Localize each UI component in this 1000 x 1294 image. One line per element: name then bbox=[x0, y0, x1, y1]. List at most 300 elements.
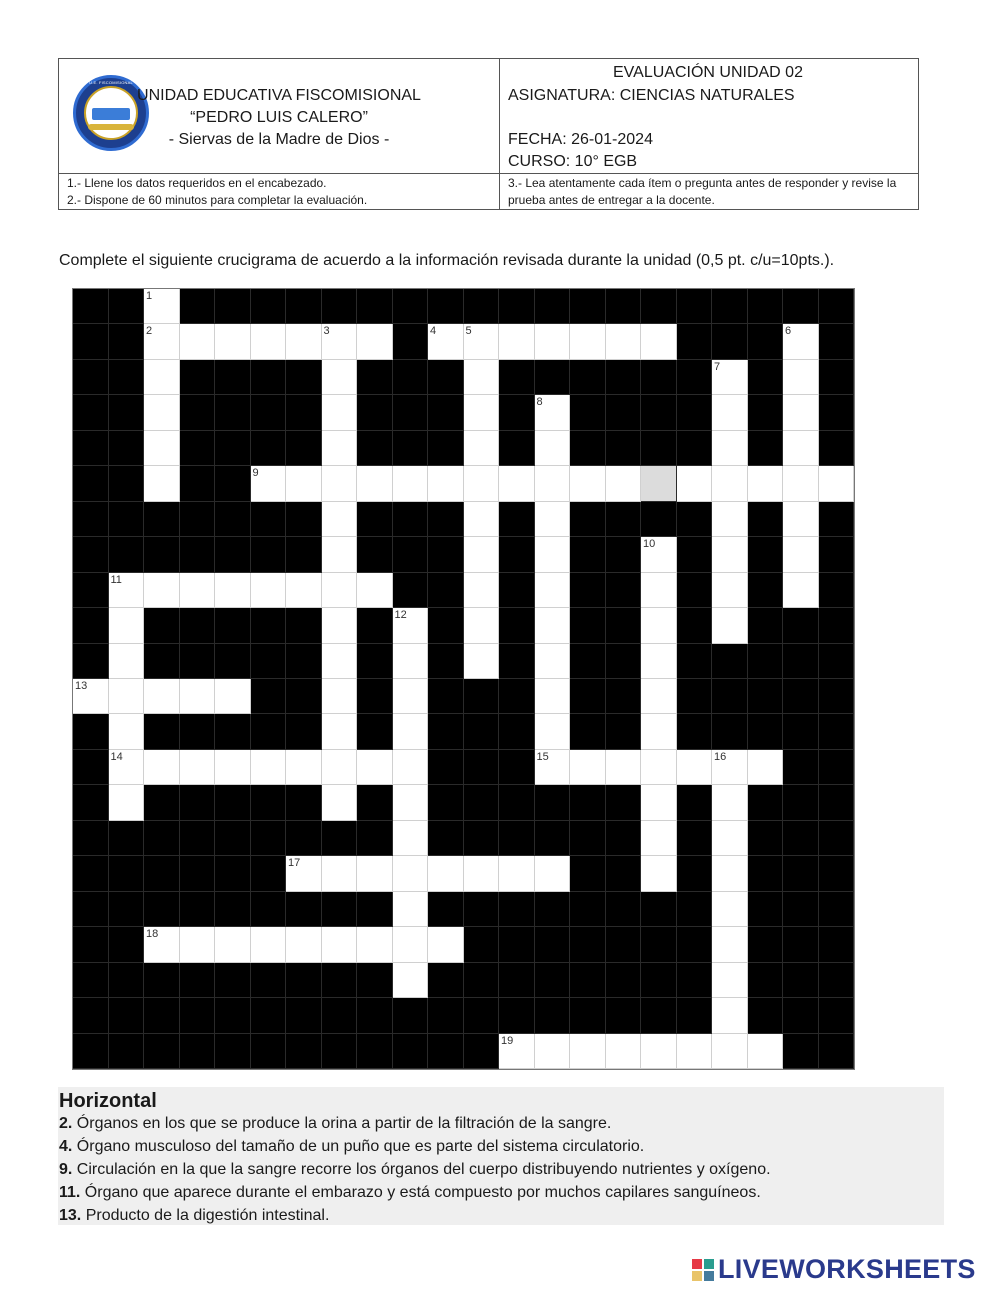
crossword-block bbox=[570, 785, 606, 820]
crossword-cell[interactable] bbox=[286, 750, 322, 785]
crossword-cell[interactable] bbox=[712, 998, 748, 1033]
header-divider-horizontal bbox=[59, 173, 918, 174]
crossword-cell[interactable] bbox=[677, 466, 713, 501]
crossword-block bbox=[748, 324, 784, 359]
crossword-cell[interactable] bbox=[464, 537, 500, 572]
crossword-block bbox=[748, 679, 784, 714]
crossword-cell[interactable] bbox=[641, 573, 677, 608]
crossword-cell[interactable] bbox=[641, 785, 677, 820]
crossword-cell[interactable] bbox=[535, 502, 571, 537]
clue-number: 13. bbox=[59, 1207, 82, 1224]
school-subname: “PEDRO LUIS CALERO” bbox=[190, 109, 368, 126]
crossword-block bbox=[712, 644, 748, 679]
crossword-cell[interactable] bbox=[322, 431, 358, 466]
crossword-cell[interactable] bbox=[322, 573, 358, 608]
crossword-block bbox=[428, 998, 464, 1033]
clue-number-label: 15 bbox=[536, 750, 549, 763]
crossword-block bbox=[499, 395, 535, 430]
instruction-1: 1.- Llene los datos requeridos en el encabezado. bbox=[67, 176, 327, 190]
crossword-block bbox=[499, 537, 535, 572]
crossword-cell[interactable] bbox=[499, 324, 535, 359]
crossword-cell[interactable] bbox=[464, 324, 500, 359]
crossword-block bbox=[251, 679, 287, 714]
crossword-block bbox=[748, 998, 784, 1033]
crossword-cell[interactable] bbox=[322, 360, 358, 395]
crossword-cell[interactable] bbox=[783, 502, 819, 537]
crossword-block bbox=[73, 750, 109, 785]
crossword-cell[interactable] bbox=[144, 679, 180, 714]
crossword-cell[interactable] bbox=[535, 431, 571, 466]
crossword-block bbox=[144, 644, 180, 679]
crossword-block bbox=[819, 502, 855, 537]
crossword-block bbox=[535, 785, 571, 820]
crossword-cell[interactable] bbox=[641, 856, 677, 891]
crossword-block bbox=[357, 395, 393, 430]
crossword-block bbox=[393, 395, 429, 430]
crossword-cell[interactable] bbox=[464, 360, 500, 395]
crossword-block bbox=[286, 608, 322, 643]
crossword-block bbox=[570, 963, 606, 998]
crossword-block bbox=[215, 998, 251, 1033]
crossword-cell[interactable] bbox=[677, 750, 713, 785]
crossword-block bbox=[570, 856, 606, 891]
crossword-cell[interactable] bbox=[357, 324, 393, 359]
crossword-block bbox=[180, 714, 216, 749]
crossword-cell[interactable] bbox=[712, 892, 748, 927]
crossword-block bbox=[783, 644, 819, 679]
crossword-block bbox=[641, 998, 677, 1033]
crossword-block bbox=[677, 537, 713, 572]
crossword-cell[interactable] bbox=[712, 785, 748, 820]
crossword-cell[interactable] bbox=[286, 324, 322, 359]
crossword-block bbox=[428, 289, 464, 324]
crossword-block bbox=[819, 679, 855, 714]
crossword-cell[interactable] bbox=[322, 395, 358, 430]
crossword-cell[interactable] bbox=[712, 821, 748, 856]
crossword-cell[interactable] bbox=[641, 714, 677, 749]
crossword-block bbox=[428, 679, 464, 714]
crossword-cell[interactable] bbox=[322, 466, 358, 501]
crossword-block bbox=[535, 821, 571, 856]
crossword-block bbox=[499, 963, 535, 998]
crossword-cell[interactable] bbox=[393, 466, 429, 501]
crossword-cell[interactable] bbox=[144, 573, 180, 608]
crossword-cell[interactable] bbox=[783, 537, 819, 572]
crossword-cell[interactable] bbox=[144, 431, 180, 466]
crossword-cell[interactable] bbox=[109, 750, 145, 785]
crossword-cell[interactable] bbox=[286, 466, 322, 501]
crossword-block bbox=[819, 892, 855, 927]
crossword-block bbox=[73, 289, 109, 324]
crossword-cell[interactable] bbox=[393, 892, 429, 927]
crossword-cell[interactable] bbox=[180, 573, 216, 608]
crossword-cell[interactable] bbox=[535, 608, 571, 643]
crossword-cell[interactable] bbox=[393, 714, 429, 749]
crossword-cell[interactable] bbox=[393, 821, 429, 856]
crossword-cell[interactable] bbox=[641, 679, 677, 714]
crossword-block bbox=[748, 714, 784, 749]
crossword-cell[interactable] bbox=[357, 750, 393, 785]
crossword-cell[interactable] bbox=[641, 537, 677, 572]
crossword-block bbox=[109, 963, 145, 998]
crossword-block bbox=[215, 892, 251, 927]
crossword-cell[interactable] bbox=[428, 324, 464, 359]
crossword-cell[interactable] bbox=[641, 466, 677, 501]
crossword-block bbox=[606, 502, 642, 537]
crossword-cell[interactable] bbox=[109, 785, 145, 820]
crossword-block bbox=[606, 644, 642, 679]
crossword-cell[interactable] bbox=[464, 608, 500, 643]
crossword-cell[interactable] bbox=[535, 466, 571, 501]
crossword-block bbox=[783, 714, 819, 749]
crossword-cell[interactable] bbox=[535, 1034, 571, 1069]
crossword-cell[interactable] bbox=[535, 679, 571, 714]
crossword-cell[interactable] bbox=[109, 679, 145, 714]
crossword-cell[interactable] bbox=[286, 927, 322, 962]
crossword-block bbox=[322, 289, 358, 324]
crossword-block bbox=[677, 324, 713, 359]
crossword-cell[interactable] bbox=[251, 466, 287, 501]
crossword-cell[interactable] bbox=[606, 324, 642, 359]
crossword-block bbox=[428, 360, 464, 395]
crossword-block bbox=[357, 289, 393, 324]
crossword-cell[interactable] bbox=[535, 750, 571, 785]
crossword-cell[interactable] bbox=[499, 1034, 535, 1069]
crossword-block bbox=[677, 502, 713, 537]
crossword-cell[interactable] bbox=[535, 573, 571, 608]
crossword-block bbox=[286, 395, 322, 430]
crossword-block bbox=[428, 785, 464, 820]
crossword-block bbox=[144, 892, 180, 927]
crossword-cell[interactable] bbox=[712, 537, 748, 572]
crossword-block bbox=[357, 679, 393, 714]
crossword-block bbox=[393, 289, 429, 324]
crossword-cell[interactable] bbox=[712, 927, 748, 962]
crossword-cell[interactable] bbox=[322, 502, 358, 537]
crossword-cell[interactable] bbox=[464, 395, 500, 430]
crossword-block bbox=[357, 714, 393, 749]
crossword-block bbox=[251, 395, 287, 430]
crossword-cell[interactable] bbox=[322, 537, 358, 572]
clue-number-label: 19 bbox=[501, 1034, 514, 1047]
crossword-cell[interactable] bbox=[428, 856, 464, 891]
crossword-cell[interactable] bbox=[464, 502, 500, 537]
crossword-cell[interactable] bbox=[251, 573, 287, 608]
crossword-cell[interactable] bbox=[393, 644, 429, 679]
crossword-block bbox=[748, 502, 784, 537]
crossword-cell[interactable] bbox=[144, 289, 180, 324]
clue-number: 4. bbox=[59, 1138, 73, 1155]
clue-text: Órgano musculoso del tamaño de un puño que es parte del sistema circulatorio. bbox=[72, 1138, 645, 1155]
crossword-cell[interactable] bbox=[712, 608, 748, 643]
crossword-cell[interactable] bbox=[393, 927, 429, 962]
crossword-cell[interactable] bbox=[535, 644, 571, 679]
crossword-block bbox=[109, 324, 145, 359]
crossword-block bbox=[251, 998, 287, 1033]
crossword-block bbox=[286, 963, 322, 998]
crossword-block bbox=[393, 998, 429, 1033]
clue-number-label: 12 bbox=[394, 609, 407, 622]
crossword-cell[interactable] bbox=[783, 360, 819, 395]
clue-number-label: 9 bbox=[252, 467, 259, 480]
crossword-block bbox=[748, 963, 784, 998]
crossword-block bbox=[570, 679, 606, 714]
crossword-block bbox=[535, 998, 571, 1033]
crossword-cell[interactable] bbox=[535, 324, 571, 359]
crossword-block bbox=[748, 573, 784, 608]
crossword-cell[interactable] bbox=[535, 537, 571, 572]
crossword-block bbox=[783, 750, 819, 785]
crossword-cell[interactable] bbox=[322, 644, 358, 679]
crossword-cell[interactable] bbox=[748, 750, 784, 785]
crossword-cell[interactable] bbox=[144, 395, 180, 430]
crossword-block bbox=[393, 360, 429, 395]
crossword-block bbox=[499, 502, 535, 537]
crossword-cell[interactable] bbox=[712, 1034, 748, 1069]
crossword-block bbox=[712, 289, 748, 324]
crossword-block bbox=[322, 821, 358, 856]
crossword-cell[interactable] bbox=[783, 395, 819, 430]
crossword-cell[interactable] bbox=[215, 679, 251, 714]
crossword-cell[interactable] bbox=[464, 573, 500, 608]
clue-number-label: 1 bbox=[146, 290, 153, 302]
crossword-block bbox=[819, 431, 855, 466]
crossword-cell[interactable] bbox=[251, 927, 287, 962]
crossword-cell[interactable] bbox=[393, 963, 429, 998]
crossword-block bbox=[570, 714, 606, 749]
crossword-cell[interactable] bbox=[322, 714, 358, 749]
crossword-cell[interactable] bbox=[251, 324, 287, 359]
crossword-block bbox=[783, 785, 819, 820]
crossword-block bbox=[428, 537, 464, 572]
crossword-cell[interactable] bbox=[783, 573, 819, 608]
crossword-cell[interactable] bbox=[499, 466, 535, 501]
crossword-block bbox=[748, 431, 784, 466]
crossword-cell[interactable] bbox=[393, 608, 429, 643]
crossword-cell[interactable] bbox=[144, 466, 180, 501]
crossword-block bbox=[109, 856, 145, 891]
crossword-cell[interactable] bbox=[393, 856, 429, 891]
crossword-cell[interactable] bbox=[712, 360, 748, 395]
crossword-cell[interactable] bbox=[357, 927, 393, 962]
crossword-block bbox=[783, 1034, 819, 1069]
crossword-block bbox=[712, 714, 748, 749]
crossword-block bbox=[606, 431, 642, 466]
school-info bbox=[119, 85, 439, 151]
crossword-block bbox=[251, 431, 287, 466]
crossword-cell[interactable] bbox=[464, 466, 500, 501]
crossword-cell[interactable] bbox=[109, 608, 145, 643]
crossword-cell[interactable] bbox=[712, 856, 748, 891]
crossword-block bbox=[357, 821, 393, 856]
crossword-block bbox=[712, 324, 748, 359]
crossword-block bbox=[748, 608, 784, 643]
crossword-block bbox=[641, 502, 677, 537]
crossword-cell[interactable] bbox=[570, 750, 606, 785]
crossword-cell[interactable] bbox=[215, 927, 251, 962]
crossword-block bbox=[215, 785, 251, 820]
crossword-cell[interactable] bbox=[712, 963, 748, 998]
crossword-block bbox=[677, 714, 713, 749]
crossword-block bbox=[677, 963, 713, 998]
crossword-cell[interactable] bbox=[641, 1034, 677, 1069]
crossword-cell[interactable] bbox=[109, 714, 145, 749]
crossword-block bbox=[606, 998, 642, 1033]
crossword-block bbox=[819, 1034, 855, 1069]
crossword-block bbox=[428, 963, 464, 998]
crossword-block bbox=[251, 644, 287, 679]
crossword-cell[interactable] bbox=[677, 1034, 713, 1069]
crossword-cell[interactable] bbox=[357, 466, 393, 501]
crossword-block bbox=[499, 573, 535, 608]
crossword-cell[interactable] bbox=[641, 324, 677, 359]
crossword-cell[interactable] bbox=[322, 608, 358, 643]
crossword-cell[interactable] bbox=[144, 360, 180, 395]
crossword-cell[interactable] bbox=[322, 856, 358, 891]
crossword-cell[interactable] bbox=[606, 750, 642, 785]
crossword-cell[interactable] bbox=[570, 466, 606, 501]
crossword-block bbox=[393, 573, 429, 608]
crossword-cell[interactable] bbox=[322, 750, 358, 785]
crossword-block bbox=[428, 573, 464, 608]
crossword-cell[interactable] bbox=[748, 1034, 784, 1069]
crossword-block bbox=[180, 856, 216, 891]
crossword-cell[interactable] bbox=[819, 466, 855, 501]
crossword-block bbox=[677, 856, 713, 891]
crossword-cell[interactable] bbox=[606, 1034, 642, 1069]
crossword-cell[interactable] bbox=[499, 856, 535, 891]
crossword-block bbox=[180, 963, 216, 998]
crossword-cell[interactable] bbox=[535, 714, 571, 749]
crossword-cell[interactable] bbox=[144, 324, 180, 359]
crossword-cell[interactable] bbox=[464, 431, 500, 466]
crossword-cell[interactable] bbox=[215, 324, 251, 359]
crossword-cell[interactable] bbox=[570, 1034, 606, 1069]
crossword-cell[interactable] bbox=[286, 856, 322, 891]
crossword-cell[interactable] bbox=[215, 573, 251, 608]
crossword-block bbox=[180, 502, 216, 537]
crossword-cell[interactable] bbox=[464, 644, 500, 679]
crossword-cell[interactable] bbox=[357, 856, 393, 891]
crossword-block bbox=[819, 324, 855, 359]
school-name: UNIDAD EDUCATIVA FISCOMISIONAL bbox=[137, 87, 421, 104]
crossword-block bbox=[215, 821, 251, 856]
crossword-block bbox=[499, 821, 535, 856]
crossword-cell[interactable] bbox=[180, 750, 216, 785]
crossword-cell[interactable] bbox=[783, 324, 819, 359]
crossword-cell[interactable] bbox=[393, 750, 429, 785]
crossword-block bbox=[73, 927, 109, 962]
crossword-block bbox=[215, 537, 251, 572]
crossword-block bbox=[499, 998, 535, 1033]
crossword-cell[interactable] bbox=[641, 821, 677, 856]
crossword-cell[interactable] bbox=[712, 466, 748, 501]
crossword-block bbox=[109, 289, 145, 324]
crossword-block bbox=[215, 1034, 251, 1069]
crossword-cell[interactable] bbox=[428, 466, 464, 501]
crossword-block bbox=[144, 608, 180, 643]
crossword-cell[interactable] bbox=[322, 679, 358, 714]
crossword-cell[interactable] bbox=[641, 750, 677, 785]
crossword-cell[interactable] bbox=[748, 466, 784, 501]
clue-number-label: 5 bbox=[465, 325, 472, 338]
crossword-block bbox=[73, 821, 109, 856]
crossword-cell[interactable] bbox=[322, 927, 358, 962]
crossword-cell[interactable] bbox=[641, 608, 677, 643]
crossword-block bbox=[109, 927, 145, 962]
crossword-cell[interactable] bbox=[286, 573, 322, 608]
crossword-block bbox=[215, 502, 251, 537]
clue-item bbox=[59, 1113, 611, 1135]
crossword-cell[interactable] bbox=[535, 395, 571, 430]
crossword-cell[interactable] bbox=[535, 856, 571, 891]
clues-title: Horizontal bbox=[59, 1090, 157, 1112]
crossword-cell[interactable] bbox=[393, 785, 429, 820]
crossword-cell[interactable] bbox=[180, 927, 216, 962]
crossword-block bbox=[748, 537, 784, 572]
crossword-block bbox=[783, 892, 819, 927]
crossword-block bbox=[251, 1034, 287, 1069]
crossword-cell[interactable] bbox=[251, 750, 287, 785]
crossword-cell[interactable] bbox=[712, 502, 748, 537]
crossword-block bbox=[606, 679, 642, 714]
crossword-block bbox=[570, 395, 606, 430]
crossword-block bbox=[748, 289, 784, 324]
crossword-cell[interactable] bbox=[712, 750, 748, 785]
crossword-block bbox=[73, 324, 109, 359]
crossword-cell[interactable] bbox=[606, 466, 642, 501]
crossword-cell[interactable] bbox=[783, 431, 819, 466]
crossword-block bbox=[251, 785, 287, 820]
crossword-cell[interactable] bbox=[144, 750, 180, 785]
crossword-cell[interactable] bbox=[322, 785, 358, 820]
crossword-block bbox=[180, 289, 216, 324]
crossword-block bbox=[677, 821, 713, 856]
crossword-block bbox=[286, 998, 322, 1033]
crossword-cell[interactable] bbox=[712, 395, 748, 430]
crossword-block bbox=[606, 821, 642, 856]
crossword-cell[interactable] bbox=[109, 644, 145, 679]
crossword-block bbox=[464, 1034, 500, 1069]
crossword-cell[interactable] bbox=[109, 573, 145, 608]
crossword-block bbox=[357, 431, 393, 466]
crossword-block bbox=[428, 750, 464, 785]
crossword-cell[interactable] bbox=[215, 750, 251, 785]
crossword-cell[interactable] bbox=[73, 679, 109, 714]
crossword-cell[interactable] bbox=[322, 324, 358, 359]
crossword-block bbox=[73, 573, 109, 608]
crossword-cell[interactable] bbox=[783, 466, 819, 501]
crossword-cell[interactable] bbox=[357, 573, 393, 608]
crossword-cell[interactable] bbox=[144, 927, 180, 962]
crossword-cell[interactable] bbox=[570, 324, 606, 359]
crossword-block bbox=[748, 395, 784, 430]
crossword-cell[interactable] bbox=[393, 679, 429, 714]
crossword-block bbox=[215, 644, 251, 679]
crossword-block bbox=[677, 573, 713, 608]
crossword-cell[interactable] bbox=[641, 644, 677, 679]
crossword-cell[interactable] bbox=[712, 431, 748, 466]
crossword-cell[interactable] bbox=[180, 324, 216, 359]
crossword-cell[interactable] bbox=[428, 927, 464, 962]
crossword-block bbox=[286, 679, 322, 714]
crossword-cell[interactable] bbox=[180, 679, 216, 714]
crossword-cell[interactable] bbox=[464, 856, 500, 891]
crossword-block bbox=[109, 1034, 145, 1069]
crossword-cell[interactable] bbox=[712, 573, 748, 608]
clue-number-label: 13 bbox=[75, 679, 88, 692]
crossword-block bbox=[251, 821, 287, 856]
